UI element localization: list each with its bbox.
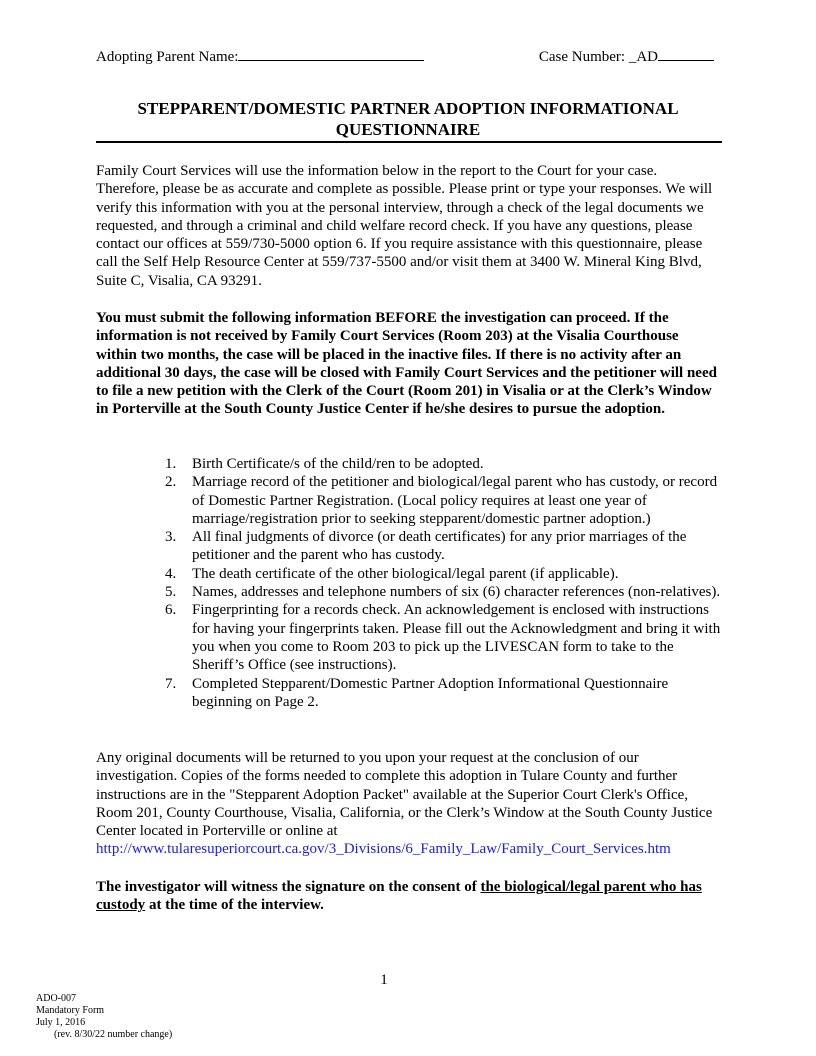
requirement-item [165, 473, 725, 528]
footer-date-line [36, 1017, 172, 1041]
requirement-number: 6. [165, 602, 177, 619]
closing-text: Any original documents will be returned to you upon your request at the conclusion of our investigation. Copies of the forms needed to complete this adoption in Tulare County and further instructions are in the "Stepparent Adoption Packet" available at the Superior Court Clerk's Office, Room 201, County Courthouse, Visalia, California, or the Clerk’s Window at the South County Justice Center located in Porterville or online at [96, 750, 713, 840]
requirement-text: Fingerprinting for a records check. An acknowledgement is enclosed with instructions for having your fingerprints taken. Please fill out the Acknowledgment and bring it with you when you come to Room 203 to pick up the LIVESCAN form to take to the Sheriff’s Office (see instructions). [192, 602, 721, 674]
case-number-blank[interactable] [658, 47, 714, 61]
case-number-field [539, 47, 714, 66]
page-title-line-2: QUESTIONNAIRE [335, 120, 481, 139]
requirement-text: All final judgments of divorce (or death certificates) for any prior marriages of the petitioner and the parent who has custody. [192, 529, 687, 564]
requirement-number: 3. [165, 529, 177, 546]
adopting-parent-name-field [96, 47, 424, 66]
final-note [96, 878, 722, 915]
requirement-number: 7. [165, 675, 177, 692]
final-note-after: at the time of the interview. [145, 897, 324, 914]
footer-form-type: Mandatory Form [36, 1005, 105, 1016]
final-note-underlined: the biological/legal parent who has custody [96, 879, 702, 914]
requirement-notice: You must submit the following information BEFORE the investigation can proceed. If the information is not received by Family Court Services (Room 203) at the Visalia Courthouse within two months, the case will be placed in the inactive files. If there is no activity after an additional 30 days, the case will be closed with Family Court Services and the petitioner will need to file a new petition with the Clerk of the Court (Room 201) in Visalia or at the Clerk’s Window in Porterville at the South County Justice Center if he/she desires to pursue the adoption. [96, 310, 717, 418]
requirement-item [165, 583, 725, 601]
family-court-services-link[interactable]: http://www.tularesuperiorcourt.ca.gov/3_Divisions/6_Family_Law/Family_Court_Services.htm [96, 841, 671, 858]
footer-revision: (rev. 8/30/22 number change) [54, 1029, 173, 1040]
intro-paragraph: Family Court Services will use the information below in the report to the Court for your case. Therefore, please be as accurate and complete as possible. Please print or type your responses. We will verify this information with you at the personal interview, through a check of the legal documents we requested, and through a criminal and child welfare record check. If you have any questions, please contact our offices at 559/730-5000 option 6. If you require assistance with this questionnaire, please call the Self Help Resource Center at 559/737-5500 and/or visit them at 3400 W. Mineral King Blvd, Suite C, Visalia, CA 93291. [96, 163, 713, 289]
requirement-number: 1. [165, 456, 177, 472]
requirement-item [165, 528, 725, 565]
requirement-text: Names, addresses and telephone numbers of six (6) character references (non-relatives). [192, 584, 721, 601]
page-title-line-1: STEPPARENT/DOMESTIC PARTNER ADOPTION INFORMATIONAL [137, 99, 679, 118]
requirement-text: The death certificate of the other biological/legal parent (if applicable). [192, 565, 619, 582]
closing-paragraph [96, 749, 722, 859]
requirement-number: 5. [165, 584, 177, 601]
requirement-number: 4. [165, 565, 177, 582]
final-note-before: The investigator will witness the signature on the consent of [96, 879, 481, 895]
requirement-item [165, 455, 725, 473]
requirement-item [165, 601, 725, 674]
footer-form-id: ADO-007 [36, 993, 76, 1004]
adopting-parent-name-label: Adopting Parent Name: [96, 49, 239, 65]
header-line [96, 47, 720, 67]
requirement-text: Marriage record of the petitioner and biological/legal parent who has custody, or record of Domestic Partner Registration. (Local policy requires at least one year of marriage/registration prior to seeking stepparent/domestic partner adoption.) [192, 474, 718, 527]
requirements-list [165, 455, 725, 711]
page-title [96, 98, 720, 140]
footer-date: July 1, 2016 [36, 1017, 86, 1028]
title-divider [96, 141, 722, 143]
requirement-text: Completed Stepparent/Domestic Partner Adoption Informational Questionnaire beginning on Page 2. [192, 675, 669, 710]
adopting-parent-name-blank[interactable] [238, 47, 424, 61]
requirement-item [165, 675, 725, 712]
requirement-number: 2. [165, 474, 177, 491]
form-footer [36, 993, 172, 1041]
page-number: 1 [380, 972, 388, 988]
requirement-text: Birth Certificate/s of the child/ren to be adopted. [192, 456, 484, 472]
requirement-item [165, 565, 725, 583]
case-number-label: Case Number: _AD [538, 49, 658, 65]
